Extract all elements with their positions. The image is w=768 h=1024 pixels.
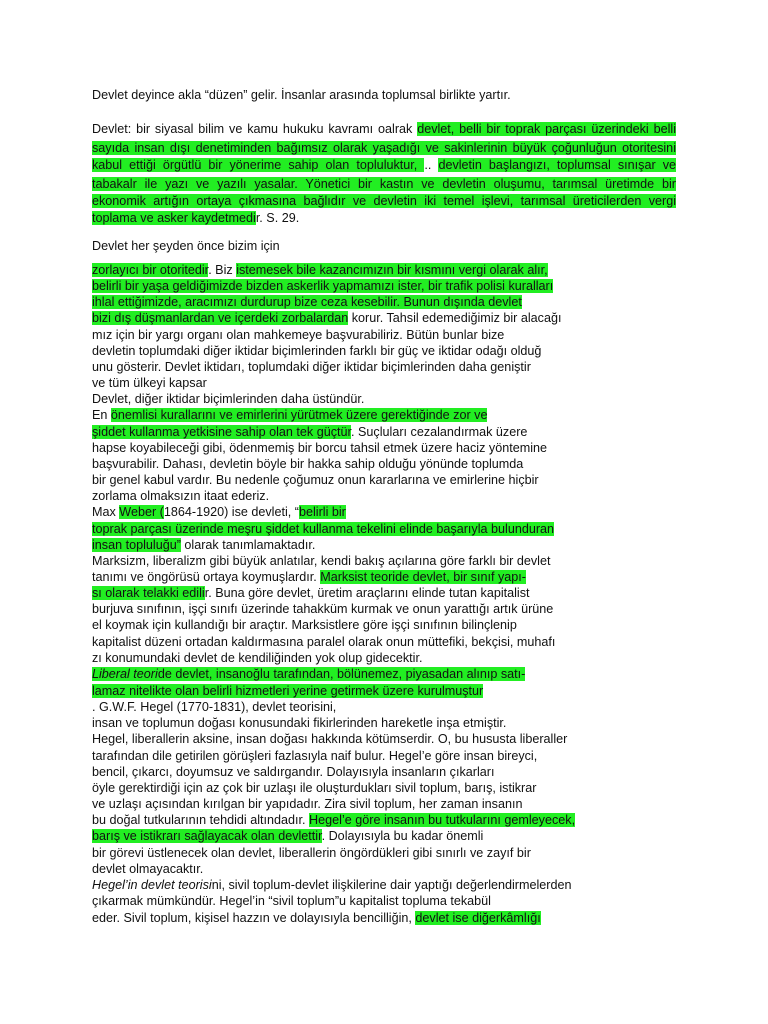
highlighted-text: istemesek bile kazancımızın bir kısmını vergi olarak alır,: [236, 263, 548, 277]
text-line: [92, 262, 548, 279]
text-line: [92, 634, 555, 651]
text-segment: devletin toplumdaki diğer iktidar biçimlerinden farklı bir güç ve iktidar odağı olduğ: [92, 344, 542, 358]
highlighted-text: belirli bir yaşa geldiğimizde bizden askerlik yapmamızı ister, bir trafik polisi kuralları: [92, 279, 554, 293]
text-segment: kapitalist düzeni ortadan kaldırmasına paralel olarak onun müttefiki, bekçisi, muhafı: [92, 635, 556, 649]
text-segment: r. Buna göre devlet, üretim araçlarını elinde tutan kapitalist: [204, 586, 530, 600]
text-line: [92, 828, 483, 845]
text-segment: unu gösterir. Devlet iktidarı, toplumdaki diğer iktidar biçimlerinden daha geniştir: [92, 360, 531, 374]
text-line: [92, 440, 547, 457]
text-segment: . G.W.F. Hegel (1770-1831), devlet teorisini,: [92, 700, 337, 714]
text-segment: devlet olmayacaktır.: [92, 862, 204, 876]
text-line: [92, 585, 530, 602]
text-line: [92, 764, 494, 781]
highlighted-text: lamaz nitelikte olan belirli hizmetleri yerine getirmek üzere kurulmuştur: [92, 684, 484, 698]
text-segment: el koymak için kullandığı bir araçtır. Marksistlere göre işçi sınıfının bilinçlenip: [92, 618, 517, 632]
text-segment: Max: [92, 505, 120, 519]
highlighted-text: toplama ve asker kaydetmedi: [92, 211, 256, 225]
text-segment: ve tüm ülkeyi kapsar: [92, 376, 207, 390]
text-line: [92, 424, 527, 441]
highlighted-text: zorlayıcı bir otoritedir: [92, 263, 209, 277]
highlighted-text: ihlal ettiğimizde, aracımızı durdurup bize ceza kesebilir. Bunun dışında devlet: [92, 295, 522, 309]
text-segment: ve uzlaşı açısından kırılgan bir yapıdadır. Zira sivil toplum, her zaman insanın: [92, 797, 523, 811]
text-line: [92, 343, 541, 360]
highlighted-text: şiddet kullanma yetkisine sahip olan tek güçtür: [92, 425, 352, 439]
highlighted-text: önemlisi kurallarını ve emirlerini yürütmek üzere gerektiğinde zor ve: [110, 408, 488, 422]
highlighted-text: toprak parçası üzerinde meşru şiddet kullanma tekelini elinde başarıyla bulunduran: [92, 522, 555, 536]
text-segment: En: [92, 408, 111, 422]
text-segment: başvurabilir. Dahası, devletin böyle bir hakka sahip olduğu yönünde toplumda: [92, 457, 524, 471]
highlighted-text: devlet, belli bir toprak parçası üzerindeki belli: [417, 122, 677, 136]
text-line: [92, 310, 561, 327]
text-segment: 1864-1920) ise devleti, “: [163, 505, 299, 519]
text-segment: Marksizm, liberalizm gibi büyük anlatılar, kendi bakış açılarına göre farklı bir devlet: [92, 554, 551, 568]
text-line: [92, 157, 676, 174]
text-line: [92, 780, 536, 797]
text-segment: insan ve toplumun doğası konusundaki fikirlerinden hareketle inşa etmiştir.: [92, 716, 507, 730]
text-segment: . Dolayısıyla bu kadar önemli: [321, 829, 484, 843]
highlighted-text: de devlet, insanoğlu tarafından, bölünemez, piyasadan alınıp satı-: [157, 667, 526, 681]
highlighted-text: sayıda insan dışı denetiminden bağımsız olarak yaşadığı ve sakinlerinin büyük çoğunluğun otoritesini: [92, 141, 676, 155]
text-line: [92, 407, 487, 424]
highlighted-text: Marksist teoride devlet, bir sınıf yapı-: [320, 570, 526, 584]
text-segment: Devlet her şeyden önce bizim için: [92, 239, 280, 253]
text-line: [92, 683, 483, 700]
text-segment: ni, sivil toplum-devlet ilişkilerine dair yaptığı değerlendirmelerden: [211, 878, 572, 892]
text-segment: . Biz: [208, 263, 237, 277]
text-segment: öyle gerektirdiği için az çok bir uzlaşı ile oluşturdukları sivil toplum, barış, istikrar: [92, 781, 537, 795]
text-line: [92, 472, 539, 489]
text-line: [92, 238, 280, 255]
text-segment: Devlet deyince akla “düzen” gelir. İnsanlar arasında toplumsal birlikte yartır.: [92, 88, 511, 102]
text-line: [92, 504, 346, 521]
text-line: [92, 121, 676, 138]
text-line: [92, 176, 676, 193]
highlighted-text: barış ve istikrarı sağlayacak olan devlettir: [92, 829, 322, 843]
text-segment: bu doğal tutkularının tehdidi altındadır.: [92, 813, 310, 827]
highlighted-text: tabakalr ile yazı ve yazılı yasalar. Yönetici bir kastın ve devletin oluşumu, tarımsal üretimde bir: [92, 177, 676, 191]
highlighted-text: devletin başlangızı, toplumsal sınışar ve: [438, 158, 677, 172]
text-line: [92, 87, 511, 104]
text-line: [92, 278, 553, 295]
text-segment: bir genel kabul vardır. Bu nedenle çoğumuz onun kararlarına ve emirlerine hiçbir: [92, 473, 539, 487]
text-line: [92, 731, 567, 748]
text-line: [92, 877, 572, 894]
text-line: [92, 488, 269, 505]
text-segment: Hegel, liberallerin aksine, insan doğası hakkında kötümserdir. O, bu hususta liberaller: [92, 732, 568, 746]
text-segment: r. S. 29.: [255, 211, 300, 225]
highlighted-text: Weber (: [119, 505, 164, 519]
text-line: [92, 617, 517, 634]
text-segment: eder. Sivil toplum, kişisel hazzın ve dolayısıyla bencilliğin,: [92, 911, 416, 925]
text-line: [92, 569, 526, 586]
text-segment: . Suçluları cezalandırmak üzere: [351, 425, 528, 439]
text-segment: olarak tanımlamaktadır.: [180, 538, 316, 552]
text-line: [92, 375, 207, 392]
text-line: [92, 193, 676, 210]
text-segment: bir görevi üstlenecek olan devlet, liberallerin öngördükleri gibi sınırlı ve zayıf bir: [92, 846, 531, 860]
text-line: [92, 893, 491, 910]
text-segment: mız için bir yargı organı olan mahkemeye başvurabiliriz. Bütün bunlar bize: [92, 328, 505, 342]
text-line: [92, 553, 550, 570]
text-line: [92, 910, 541, 927]
highlighted-text: sı olarak telakki edili: [92, 586, 205, 600]
text-segment: burjuva sınıfının, işçi sınıfı üzerinde tahakküm kurmak ve onun yarattığı artık ürüne: [92, 602, 554, 616]
text-segment: tanımı ve öngörüsü ortaya koymuşlardır.: [92, 570, 321, 584]
highlighted-text: Hegel’e göre insanın bu tutkularını gemleyecek,: [309, 813, 576, 827]
text-line: [92, 140, 676, 157]
text-line: [92, 210, 299, 227]
text-line: [92, 715, 506, 732]
highlighted-text: devlet ise diğerkâmlığı: [415, 911, 541, 925]
text-segment: çıkarmak mümkündür. Hegel’in “sivil toplum”u kapitalist topluma tekabül: [92, 894, 491, 908]
text-segment: ..: [424, 158, 439, 172]
highlighted-text: insan topluluğu”: [92, 538, 181, 552]
highlighted-text: Liberal teori: [92, 667, 158, 681]
text-line: [92, 861, 203, 878]
text-segment: zorlama olmaksızın itaat ederiz.: [92, 489, 270, 503]
text-line: [92, 748, 537, 765]
text-segment: Devlet: bir siyasal bilim ve kamu hukuku kavramı oalrak: [92, 122, 418, 136]
text-line: [92, 537, 315, 554]
text-segment: zı konumundaki devlet de kendiliğinden yok olup gidecektir.: [92, 651, 423, 665]
text-line: [92, 699, 336, 716]
text-line: [92, 796, 523, 813]
text-line: [92, 359, 531, 376]
text-line: [92, 666, 525, 683]
text-segment: Hegel’in devlet teorisi: [92, 878, 212, 892]
text-segment: Devlet, diğer iktidar biçimlerinden daha üstündür.: [92, 392, 365, 406]
highlighted-text: bizi dış düşmanlardan ve içerdeki zorbalardan: [92, 311, 349, 325]
text-line: [92, 521, 554, 538]
highlighted-text: belirli bir: [298, 505, 346, 519]
text-line: [92, 650, 422, 667]
text-line: [92, 391, 364, 408]
text-segment: bencil, çıkarcı, doyumsuz ve saldırgandır. Dolayısıyla insanların çıkarları: [92, 765, 495, 779]
highlighted-text: kabul ettiği örgütlü bir yönerime sahip olan topluluktur,: [92, 158, 425, 172]
text-line: [92, 845, 531, 862]
text-segment: korur. Tahsil edemediğimiz bir alacağı: [348, 311, 562, 325]
text-line: [92, 294, 522, 311]
highlighted-text: ekonomik artığın ortaya çıkmasına bağlıdır ve devletin iki temel işlevi, tarımsal üreticilerden vergi: [92, 194, 676, 208]
text-line: [92, 812, 575, 829]
text-line: [92, 327, 504, 344]
text-line: [92, 601, 553, 618]
text-segment: hapse koyabileceği gibi, ödenmemiş bir borcu tahsil etmek üzere haciz yöntemine: [92, 441, 548, 455]
text-line: [92, 456, 523, 473]
text-segment: tarafından dile getirilen görüşleri fazlasıyla naif bulur. Hegel’e göre insan bireyci,: [92, 749, 538, 763]
